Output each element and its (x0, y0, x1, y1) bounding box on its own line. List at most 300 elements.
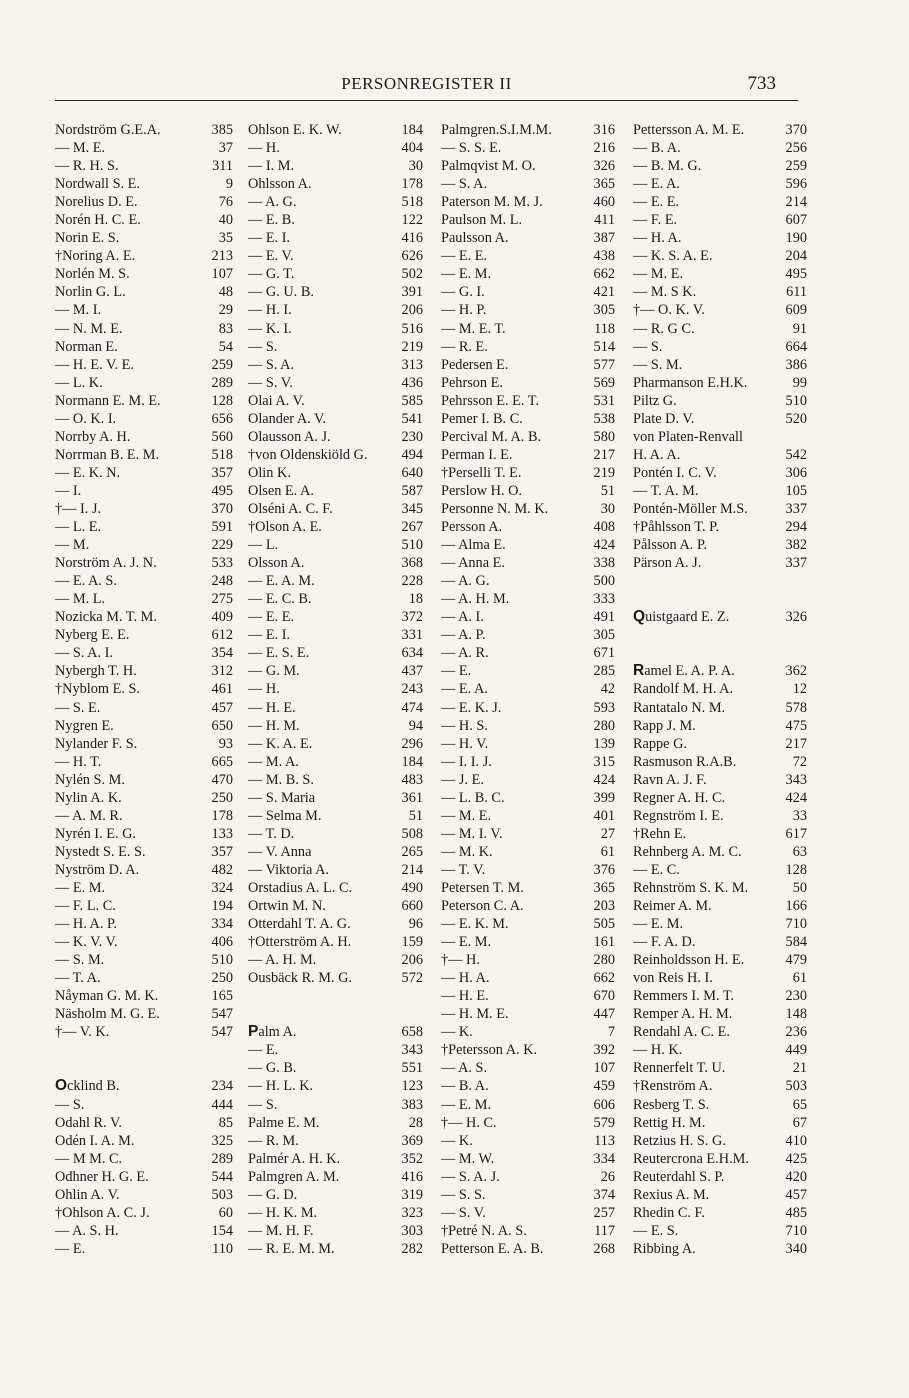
register-entry (248, 265, 423, 283)
entry-page-ref: 382 (785, 537, 807, 554)
entry-page-ref: 28 (408, 1114, 423, 1131)
entry-page-ref: 42 (600, 681, 615, 698)
entry-page-ref: 361 (401, 789, 423, 806)
register-entry (441, 753, 615, 771)
register-entry (441, 897, 615, 915)
register-entry (55, 536, 233, 554)
entry-name: — L. E. (55, 519, 102, 536)
register-entry (441, 139, 615, 157)
register-entry (55, 464, 233, 482)
register-entry (441, 771, 615, 789)
entry-name: Reuterdahl S. P. (633, 1168, 725, 1185)
register-entry (441, 193, 615, 211)
entry-page-ref: 406 (211, 934, 233, 951)
entry-name: †— I. J. (55, 500, 102, 517)
entry-name: — M. E. (441, 807, 492, 824)
entry-name: — G. D. (248, 1186, 298, 1203)
entry-page-ref: 421 (593, 284, 615, 301)
entry-name: — H. M. E. (441, 1006, 509, 1023)
entry-page-ref: 447 (593, 1006, 615, 1023)
register-entry (248, 608, 423, 626)
entry-name: — H. K. M. (248, 1204, 318, 1221)
entry-name: — S. V. (441, 1204, 486, 1221)
register-entry (633, 1186, 807, 1204)
register-entry (633, 193, 807, 211)
entry-name: Norlin G. L. (55, 284, 126, 301)
entry-page-ref: 331 (401, 627, 423, 644)
entry-page-ref: 280 (593, 717, 615, 734)
entry-page-ref: 416 (401, 1168, 423, 1185)
entry-page-ref: 409 (211, 609, 233, 626)
register-entry (441, 374, 615, 392)
register-entry (633, 554, 807, 572)
register-entry (55, 428, 233, 446)
entry-name: †Renström A. (633, 1078, 713, 1095)
entry-page-ref: 113 (594, 1132, 615, 1149)
register-entry (633, 771, 807, 789)
register-entry (633, 572, 807, 590)
register-entry (248, 807, 423, 825)
entry-page-ref: 386 (785, 356, 807, 373)
entry-name: — S. A. I. (55, 645, 113, 662)
entry-page-ref: 482 (211, 861, 233, 878)
entry-page-ref: 354 (211, 645, 233, 662)
register-entry (633, 1023, 807, 1041)
register-entry (55, 320, 233, 338)
entry-page-ref: 662 (593, 970, 615, 987)
page-number: 733 (747, 73, 776, 94)
entry-page-ref: 54 (218, 338, 233, 355)
register-entry (441, 1222, 615, 1240)
register-entry (633, 590, 807, 608)
entry-name: — H. A. (441, 970, 490, 987)
register-entry (55, 807, 233, 825)
entry-page-ref: 352 (401, 1150, 423, 1167)
register-entry (248, 1168, 423, 1186)
register-entry (633, 951, 807, 969)
page-header (55, 70, 798, 101)
register-entry (441, 446, 615, 464)
entry-page-ref: 76 (218, 194, 233, 211)
entry-page-ref: 357 (211, 464, 233, 481)
entry-name: — M. I. (55, 302, 102, 319)
register-entry (633, 735, 807, 753)
entry-name: — B. A. (441, 1078, 489, 1095)
entry-page-ref: 72 (792, 753, 807, 770)
register-entry (55, 193, 233, 211)
entry-name: Palmgren.S.I.M.M. (441, 122, 552, 138)
entry-name: — A. M. R. (55, 807, 123, 824)
entry-page-ref: 368 (401, 555, 423, 572)
entry-name: Norström A. J. N. (55, 555, 157, 572)
entry-page-ref: 626 (401, 248, 423, 265)
entry-page-ref: 229 (211, 537, 233, 554)
entry-page-ref: 166 (785, 898, 807, 915)
entry-name: — A. H. M. (441, 591, 510, 608)
register-entry (441, 843, 615, 861)
entry-name: — M. E. (633, 266, 684, 283)
register-entry (248, 554, 423, 572)
register-entry (55, 735, 233, 753)
entry-page-ref: 533 (211, 555, 233, 572)
register-entry (248, 987, 423, 1005)
register-entry (248, 951, 423, 969)
entry-page-ref: 365 (593, 176, 615, 193)
register-entry (55, 157, 233, 175)
register-entry (55, 392, 233, 410)
entry-name: — E. (441, 663, 472, 680)
register-entry (248, 717, 423, 735)
entry-name: — E. K. N. (55, 464, 121, 481)
entry-page-ref: 547 (211, 1006, 233, 1023)
entry-name: — E. E. (248, 609, 295, 626)
entry-page-ref: 337 (785, 555, 807, 572)
entry-page-ref: 236 (785, 1024, 807, 1041)
register-entry (55, 915, 233, 933)
entry-name: Pemer I. B. C. (441, 410, 523, 427)
entry-page-ref: 650 (211, 717, 233, 734)
register-entry (441, 229, 615, 247)
entry-name: Rendahl A. C. E. (633, 1024, 730, 1041)
register-entry (633, 699, 807, 717)
entry-page-ref: 35 (218, 230, 233, 247)
entry-page-ref: 123 (401, 1078, 423, 1095)
entry-page-ref: 634 (401, 645, 423, 662)
register-entry (55, 861, 233, 879)
entry-name: — J. E. (441, 771, 484, 788)
entry-name: — E. M. (441, 1096, 492, 1113)
entry-page-ref: 159 (401, 934, 423, 951)
entry-page-ref: 483 (401, 771, 423, 788)
entry-name: †Ohlson A. C. J. (55, 1204, 150, 1221)
entry-page-ref: 424 (785, 789, 807, 806)
entry-name: Odahl R. V. (55, 1114, 122, 1131)
entry-name: Nozicka M. T. M. (55, 609, 157, 626)
entry-page-ref: 392 (593, 1042, 615, 1059)
entry-page-ref: 520 (785, 410, 807, 427)
entry-page-ref: 37 (218, 140, 233, 157)
entry-page-ref: 203 (593, 898, 615, 915)
entry-name: — G. I. (441, 284, 485, 301)
entry-page-ref: 470 (211, 771, 233, 788)
entry-page-ref: 206 (401, 952, 423, 969)
entry-page-ref: 319 (401, 1186, 423, 1203)
register-entry (441, 1240, 615, 1258)
entry-page-ref: 268 (593, 1240, 615, 1257)
entry-page-ref: 93 (218, 735, 233, 752)
entry-page-ref: 67 (792, 1114, 807, 1131)
register-entry (633, 338, 807, 356)
entry-name: — H. K. (633, 1042, 683, 1059)
register-entry (55, 590, 233, 608)
register-entry (441, 1077, 615, 1095)
entry-page-ref: 372 (401, 609, 423, 626)
entry-name: Perslow H. O. (441, 482, 523, 499)
entry-page-ref: 420 (785, 1168, 807, 1185)
entry-name: Paterson M. M. J. (441, 194, 543, 211)
register-entry (55, 554, 233, 572)
entry-page-ref: 217 (785, 735, 807, 752)
entry-name: — R. H. S. (55, 158, 119, 175)
entry-page-ref: 250 (211, 789, 233, 806)
register-entry (633, 1222, 807, 1240)
entry-name: Randolf M. H. A. (633, 681, 734, 698)
register-entry (55, 680, 233, 698)
register-entry (55, 211, 233, 229)
entry-name: Nordwall S. E. (55, 176, 140, 193)
register-entry (633, 410, 807, 428)
entry-page-ref: 96 (408, 916, 423, 933)
entry-name: — K. (441, 1024, 473, 1041)
register-entry (55, 987, 233, 1005)
entry-name: †— V. K. (55, 1024, 110, 1041)
entry-name: — E. E. (441, 248, 488, 265)
entry-page-ref: 206 (401, 302, 423, 319)
entry-page-ref: 437 (401, 663, 423, 680)
entry-name: — T. D. (248, 825, 295, 842)
entry-page-ref: 572 (401, 970, 423, 987)
entry-page-ref: 94 (408, 717, 423, 734)
entry-page-ref: 399 (593, 789, 615, 806)
register-entry (248, 338, 423, 356)
register-entry (633, 428, 807, 446)
register-entry (55, 1041, 233, 1059)
entry-name: — H. A. P. (55, 916, 117, 933)
register-entry (633, 356, 807, 374)
entry-page-ref: 444 (211, 1096, 233, 1113)
register-entry (441, 211, 615, 229)
entry-name: — L. B. C. (441, 789, 505, 806)
entry-name: — E. S. E. (248, 645, 310, 662)
register-entry (441, 518, 615, 536)
entry-page-ref: 282 (401, 1240, 423, 1257)
entry-name: — A. G. (441, 573, 490, 590)
entry-name: — M M. C. (55, 1150, 123, 1167)
entry-name: Nyrén I. E. G. (55, 825, 136, 842)
register-entry (441, 301, 615, 319)
register-entry (248, 1132, 423, 1150)
entry-name: Rhedin C. F. (633, 1204, 705, 1221)
entry-name: — M. (55, 537, 90, 554)
entry-name: — H. S. (441, 717, 488, 734)
entry-name: — A. G. (248, 194, 297, 211)
register-entry (55, 1132, 233, 1150)
register-entry (633, 644, 807, 662)
register-entry (633, 211, 807, 229)
register-entry (248, 500, 423, 518)
entry-name: — E. C. B. (248, 591, 312, 608)
entry-name: Ortwin M. N. (248, 898, 326, 915)
entry-page-ref: 459 (593, 1078, 615, 1095)
entry-page-ref: 325 (211, 1132, 233, 1149)
entry-page-ref: 656 (211, 410, 233, 427)
register-entry (633, 446, 807, 464)
entry-page-ref: 306 (785, 464, 807, 481)
register-entry (248, 1150, 423, 1168)
entry-name: — I. I. J. (441, 753, 492, 770)
register-entry (633, 518, 807, 536)
entry-page-ref: 85 (218, 1114, 233, 1131)
register-entry (55, 644, 233, 662)
register-entry (248, 536, 423, 554)
entry-page-ref: 710 (785, 916, 807, 933)
entry-page-ref: 265 (401, 843, 423, 860)
entry-page-ref: 219 (593, 464, 615, 481)
entry-name: — S. (633, 338, 663, 355)
register-entry (248, 1077, 423, 1095)
entry-page-ref: 280 (593, 952, 615, 969)
entry-name: — M. E. (55, 140, 106, 157)
entry-name: Reutercrona E.H.M. (633, 1150, 749, 1167)
entry-page-ref: 105 (785, 482, 807, 499)
entry-page-ref: 438 (593, 248, 615, 265)
entry-name: — H. E. V. E. (55, 356, 134, 373)
entry-page-ref: 593 (593, 699, 615, 716)
register-entry (248, 392, 423, 410)
entry-name: Odén I. A. M. (55, 1132, 135, 1149)
register-entry (441, 879, 615, 897)
entry-page-ref: 219 (401, 338, 423, 355)
register-entry (248, 590, 423, 608)
entry-name: Palm A. (248, 1023, 297, 1041)
register-entry (55, 410, 233, 428)
entry-name: Reimer A. M. (633, 898, 712, 915)
register-entry (633, 157, 807, 175)
entry-name: Ohlsson A. (248, 176, 312, 193)
register-entry (633, 1150, 807, 1168)
entry-page-ref: 315 (593, 753, 615, 770)
entry-page-ref: 408 (593, 519, 615, 536)
register-entry (633, 121, 807, 139)
register-entry (633, 789, 807, 807)
entry-name: — S. S. E. (441, 140, 502, 157)
register-entry (248, 753, 423, 771)
register-entry (633, 536, 807, 554)
entry-name: Olsson A. (248, 555, 305, 572)
entry-name: — I. M. (248, 158, 295, 175)
entry-name: Ocklind B. (55, 1077, 120, 1095)
entry-name: — V. Anna (248, 843, 312, 860)
register-entry (248, 139, 423, 157)
entry-page-ref: 495 (785, 266, 807, 283)
register-entry (633, 879, 807, 897)
register-entry (633, 969, 807, 987)
entry-name: Resberg T. S. (633, 1096, 710, 1113)
register-entry (55, 1114, 233, 1132)
entry-name: von Reis H. I. (633, 970, 713, 987)
register-entry (55, 1150, 233, 1168)
register-entry (55, 482, 233, 500)
entry-page-ref: 370 (211, 500, 233, 517)
register-entry (248, 247, 423, 265)
register-entry (441, 699, 615, 717)
register-entry (441, 807, 615, 825)
entry-name: — E. S. (633, 1222, 679, 1239)
entry-name: Ohlson E. K. W. (248, 122, 342, 138)
entry-name: Ribbing A. (633, 1240, 696, 1257)
entry-page-ref: 148 (785, 1006, 807, 1023)
entry-page-ref: 516 (401, 320, 423, 337)
register-entry (55, 662, 233, 680)
register-entry (248, 193, 423, 211)
entry-name: — K. V. V. (55, 934, 118, 951)
entry-name: — E. (248, 1042, 279, 1059)
entry-name: Personne N. M. K. (441, 500, 549, 517)
entry-page-ref: 658 (401, 1024, 423, 1041)
register-entry (633, 1168, 807, 1186)
entry-name: — E. M. (55, 879, 106, 896)
register-entry (55, 608, 233, 626)
entry-name: — F. A. D. (633, 934, 696, 951)
entry-page-ref: 457 (785, 1186, 807, 1203)
entry-name: Perman I. E. (441, 446, 513, 463)
entry-name: Palmqvist M. O. (441, 158, 536, 175)
entry-name: — S. A. (248, 356, 295, 373)
entry-page-ref: 510 (785, 392, 807, 409)
entry-name: — E. M. (633, 916, 684, 933)
register-entry (248, 211, 423, 229)
entry-page-ref: 161 (593, 934, 615, 951)
entry-name: — T. V. (441, 861, 486, 878)
entry-name: Rasmuson R.A.B. (633, 753, 737, 770)
register-entry (55, 1204, 233, 1222)
register-entry (441, 410, 615, 428)
entry-page-ref: 110 (212, 1240, 233, 1257)
entry-name: Nystedt S. E. S. (55, 843, 146, 860)
entry-name: — M. K. (441, 843, 493, 860)
entry-page-ref: 313 (401, 356, 423, 373)
register-entry (441, 500, 615, 518)
entry-name: Olséni A. C. F. (248, 500, 333, 517)
register-column-3 (441, 121, 615, 1258)
entry-name: †Petré N. A. S. (441, 1222, 527, 1239)
entry-name: Piltz G. (633, 392, 677, 409)
entry-name: †Rehn E. (633, 825, 687, 842)
entry-name: — E. B. (248, 212, 295, 229)
entry-name: — Alma E. (441, 537, 506, 554)
entry-name: — H. I. (248, 302, 292, 319)
entry-name: Ravn A. J. F. (633, 771, 707, 788)
register-entry (441, 265, 615, 283)
register-entry (248, 915, 423, 933)
entry-name: — S. (55, 1096, 85, 1113)
entry-page-ref: 248 (211, 573, 233, 590)
entry-page-ref: 665 (211, 753, 233, 770)
entry-page-ref: 118 (594, 320, 615, 337)
entry-page-ref: 29 (218, 302, 233, 319)
entry-name: — A. P. (441, 627, 486, 644)
entry-page-ref: 334 (211, 916, 233, 933)
entry-name: Nylén S. M. (55, 771, 125, 788)
entry-page-ref: 311 (212, 158, 233, 175)
entry-name: — H. V. (441, 735, 489, 752)
register-entry (441, 1005, 615, 1023)
register-entry (633, 229, 807, 247)
entry-name: Retzius H. S. G. (633, 1132, 726, 1149)
entry-name: Nordström G.E.A. (55, 122, 161, 138)
entry-name: Percival M. A. B. (441, 428, 542, 445)
register-entry (248, 1186, 423, 1204)
entry-page-ref: 259 (785, 158, 807, 175)
entry-name: Pharmanson E.H.K. (633, 374, 748, 391)
entry-name: †Perselli T. E. (441, 464, 522, 481)
entry-page-ref: 374 (593, 1186, 615, 1203)
register-entry (248, 1059, 423, 1077)
entry-name: †Påhlsson T. P. (633, 519, 720, 536)
entry-name: Nybergh T. H. (55, 663, 137, 680)
entry-page-ref: 190 (785, 230, 807, 247)
entry-name: — O. K. I. (55, 410, 117, 427)
